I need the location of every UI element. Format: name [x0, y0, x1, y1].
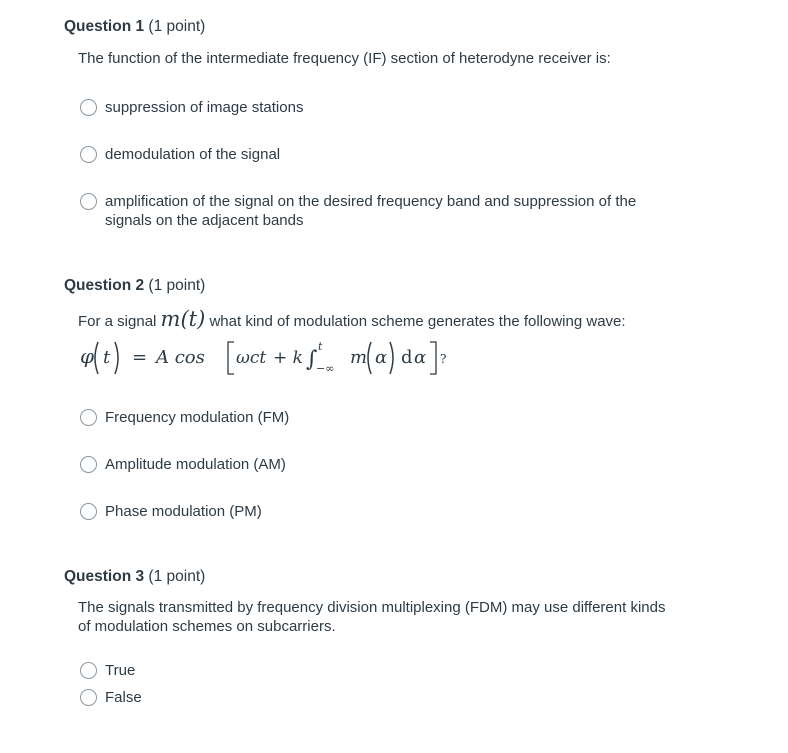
- q3-option-true-radio[interactable]: [80, 662, 97, 679]
- q2-option-2-radio[interactable]: [80, 456, 97, 473]
- formula-d: d: [401, 347, 413, 368]
- question-1-text: The function of the intermediate frequency (IF) section of heterodyne receiver is:: [78, 50, 611, 67]
- formula-alpha-2: α: [414, 347, 427, 368]
- q1-option-3-label: amplification of the signal on the desired frequency band and suppression of the signals on the adjacent bands: [105, 193, 637, 229]
- question-2-text: [78, 307, 738, 331]
- q1-option-2-label: demodulation of the signal: [105, 146, 281, 163]
- q1-option-2[interactable]: [80, 145, 280, 164]
- q1-option-2-radio[interactable]: [80, 146, 97, 163]
- q1-option-1-label: suppression of image stations: [105, 99, 304, 116]
- formula-a-cos: A cos: [156, 347, 205, 368]
- modulation-formula: [78, 336, 498, 380]
- formula-question-mark: ?: [440, 352, 447, 366]
- question-2-text-prefix: For a signal: [78, 313, 157, 330]
- question-2-points: (1 point): [148, 277, 206, 294]
- q3-option-true-label: True: [105, 662, 136, 679]
- q1-option-3-radio[interactable]: [80, 193, 97, 210]
- formula-paren2-open: [368, 342, 371, 374]
- question-1-points: (1 point): [148, 18, 206, 35]
- question-3-points: (1 point): [148, 568, 206, 585]
- formula-bracket-open: [228, 342, 234, 374]
- question-3-text: The signals transmitted by frequency division multiplexing (FDM) may use different kinds of modulation schemes on subcarriers.: [78, 599, 666, 635]
- formula-lower-limit: −∞: [316, 362, 335, 375]
- formula-integral: ∫: [306, 347, 318, 372]
- q3-option-false-label: False: [105, 689, 142, 706]
- question-1-header: [64, 18, 205, 36]
- formula-plus-k: + k: [273, 348, 303, 368]
- q2-option-1[interactable]: [80, 408, 289, 427]
- q1-option-3[interactable]: [80, 192, 680, 230]
- formula-paren-close: [115, 342, 118, 374]
- question-2-number: Question 2: [64, 277, 145, 294]
- formula-alpha: α: [375, 347, 388, 368]
- formula-omega-c-t: ωct: [236, 348, 267, 368]
- question-1-number: Question 1: [64, 18, 145, 35]
- formula-paren-open: [95, 342, 98, 374]
- q2-option-1-label: Frequency modulation (FM): [105, 409, 290, 426]
- q2-option-3-radio[interactable]: [80, 503, 97, 520]
- q1-option-1-radio[interactable]: [80, 99, 97, 116]
- formula-phi: φ: [80, 344, 95, 368]
- question-3-header: [64, 568, 205, 586]
- q3-option-false[interactable]: [80, 688, 142, 707]
- q1-option-1[interactable]: [80, 98, 303, 117]
- q2-option-2[interactable]: [80, 455, 286, 474]
- question-2-text-math: m(t): [160, 307, 206, 331]
- q3-option-true[interactable]: [80, 661, 135, 680]
- formula-m: m: [350, 347, 368, 368]
- q2-option-1-radio[interactable]: [80, 409, 97, 426]
- question-2-text-suffix: what kind of modulation scheme generates the following wave:: [209, 313, 626, 330]
- formula-bracket-close: [430, 342, 436, 374]
- q3-option-false-radio[interactable]: [80, 689, 97, 706]
- formula-t: t: [103, 347, 111, 368]
- q2-option-3-label: Phase modulation (PM): [105, 503, 262, 520]
- q2-option-2-label: Amplitude modulation (AM): [105, 456, 286, 473]
- formula-paren2-close: [390, 342, 393, 374]
- question-3-number: Question 3: [64, 568, 145, 585]
- question-2-header: [64, 277, 205, 295]
- formula-upper-limit: t: [318, 340, 323, 353]
- q2-option-3[interactable]: [80, 502, 262, 521]
- formula-equals: =: [132, 347, 148, 368]
